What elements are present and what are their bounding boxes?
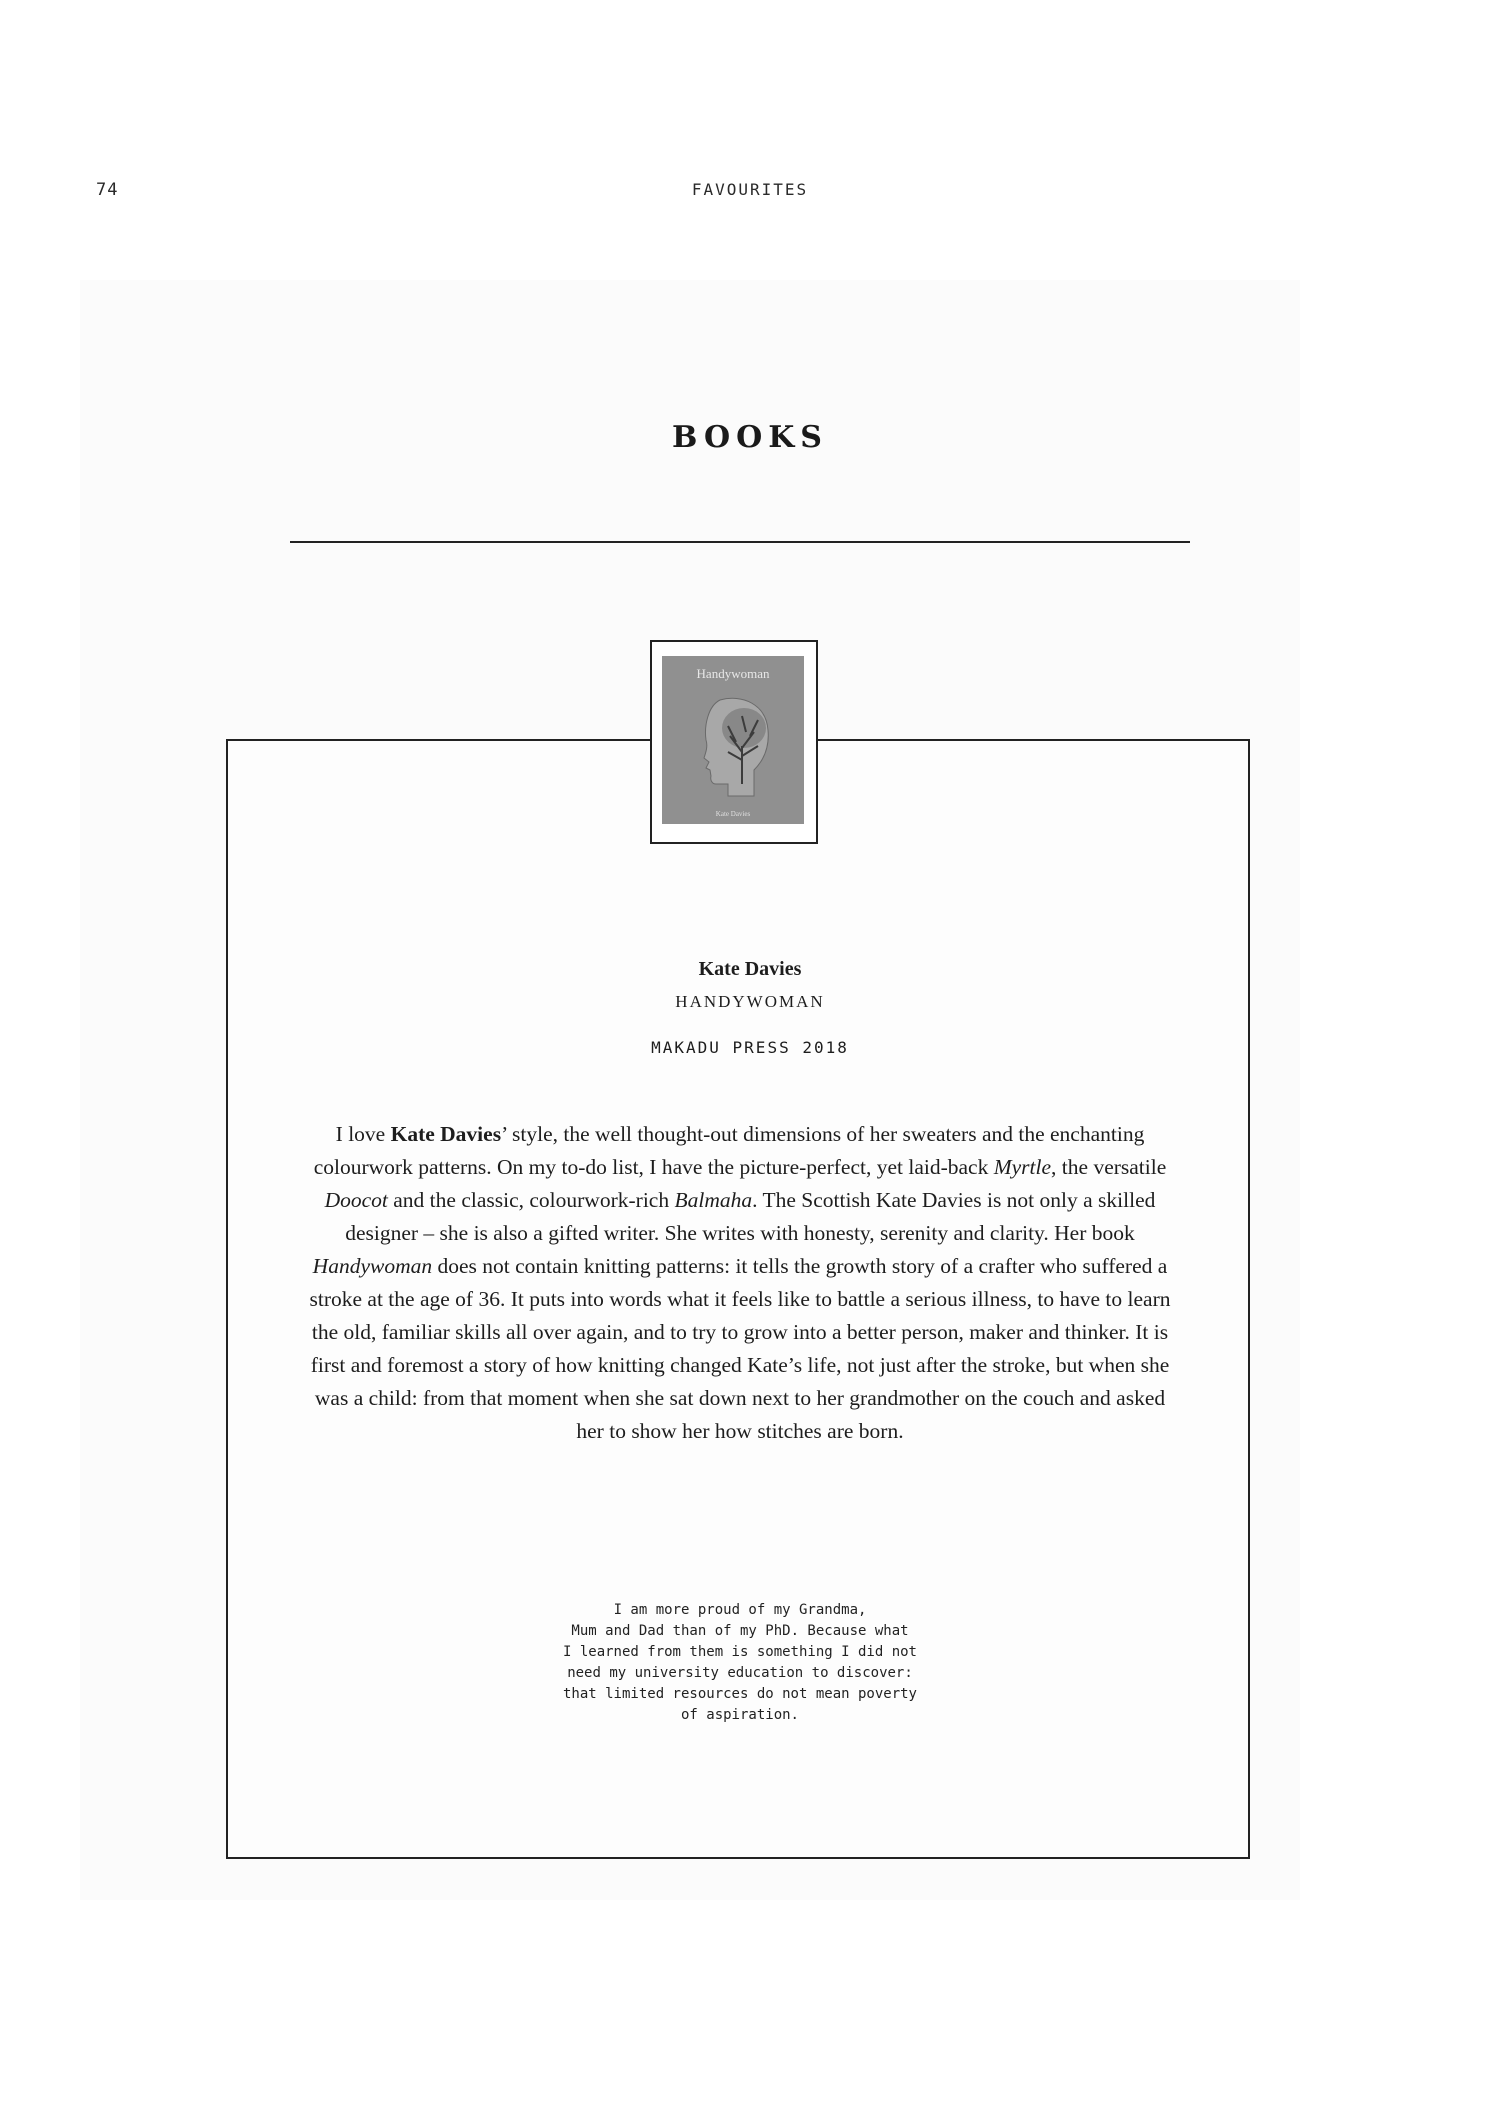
running-head: FAVOURITES: [691, 180, 809, 199]
cover-title-text: Handywoman: [696, 666, 770, 681]
pattern-name-myrtle: Myrtle: [993, 1155, 1052, 1179]
book-cover-image: [662, 656, 804, 824]
review-text-segment: does not contain knitting patterns: it tells the growth story of a crafter who suffered a stroke at the age of 36. It puts into words what it feels like to battle a serious illness, to have to learn the old, familiar skills all over again, and to try to grow into a better person, maker and thinker. It is first and foremost a story of how knitting changed Kate’s life, not just after the stroke, but when she was a child: from that moment when she sat down next to her grandmother on the couch and asked her to show her how stitches are born.: [309, 1254, 1171, 1443]
page-number: 74: [96, 180, 119, 200]
book-name-handywoman: Handywoman: [312, 1254, 433, 1278]
review-text-segment: and the classic, colourwork-rich: [387, 1188, 675, 1212]
book-title: HANDYWOMAN: [675, 992, 825, 1011]
book-publisher: MAKADU PRESS 2018: [651, 1038, 849, 1057]
pull-quote: I am more proud of my Grandma, Mum and Dad than of my PhD. Because what I learned from them is something I did not need my university education to discover: that limited resources do not mean poverty of aspiration.: [562, 1602, 917, 1723]
book-cover-illustration: [662, 656, 804, 824]
book-cover-frame: [650, 640, 818, 844]
title-divider: [290, 541, 1190, 543]
review-text-segment: ’ style, the well thought-out dimensions of her sweaters and the enchanting colourwork patterns. On my to-do list, I have the picture-perfect, yet laid-back: [313, 1122, 1145, 1179]
review-text-segment: I love: [335, 1122, 391, 1146]
review-author-name: Kate Davies: [390, 1122, 502, 1146]
section-title: BOOKS: [672, 420, 828, 455]
review-text: [300, 1118, 1180, 1448]
pattern-name-balmaha: Balmaha: [674, 1188, 753, 1212]
pattern-name-doocot: Doocot: [324, 1188, 388, 1212]
book-author: Kate Davies: [698, 958, 802, 980]
review-text-segment: , the versatile: [1051, 1155, 1167, 1179]
review-text-segment: . The Scottish Kate Davies is not only a skilled designer – she is also a gifted writer. She writes with honesty, serenity and clarity. Her book: [345, 1188, 1156, 1245]
cover-author-text: Kate Davies: [715, 810, 751, 818]
